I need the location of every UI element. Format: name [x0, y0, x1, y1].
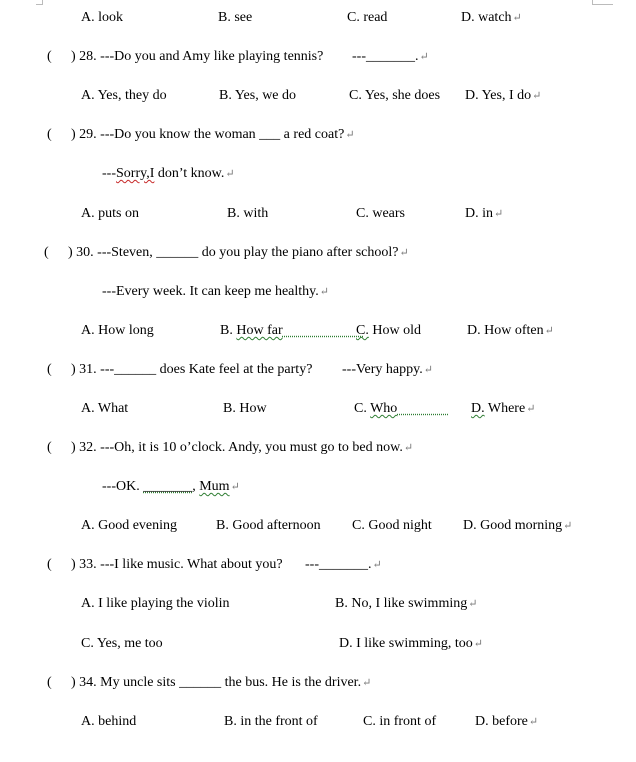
- paragraph-mark-icon: ↵: [563, 520, 573, 532]
- paragraph-mark-icon: ↵: [362, 677, 372, 689]
- q33-option-d: D. I like swimming, too↵: [339, 636, 483, 651]
- q29-stem: ) 29. ---Do you know the woman ___ a red coat?↵: [71, 127, 355, 142]
- paragraph-mark-icon: ↵: [419, 51, 429, 63]
- q29-option-c: C. wears: [356, 206, 405, 221]
- paragraph-mark-icon: ↵: [532, 90, 542, 102]
- q29-answer-paren: (: [47, 127, 52, 142]
- paragraph-mark-icon: ↵: [473, 638, 483, 650]
- q31-option-d: D. Where↵: [471, 401, 536, 416]
- paragraph-mark-icon: ↵: [494, 208, 504, 220]
- paragraph-mark-icon: ↵: [403, 442, 414, 454]
- page-corner-mark-right: [592, 0, 613, 5]
- paragraph-mark-icon: ↵: [528, 716, 539, 728]
- q31-reply: ---Very happy.↵: [342, 362, 433, 377]
- q33-answer-paren: (: [47, 557, 52, 572]
- q30-option-a: A. How long: [81, 323, 154, 338]
- q32-reply: ---OK. _______, Mum↵: [102, 479, 240, 494]
- q34-option-b: B. in the front of: [224, 714, 318, 729]
- paragraph-mark-icon: ↵: [319, 286, 329, 298]
- q34-option-d: D. before↵: [475, 714, 539, 729]
- q33-reply: ---_______.↵: [305, 557, 382, 572]
- q30-option-b: B. How far: [220, 323, 283, 338]
- paragraph-mark-icon: ↵: [230, 481, 240, 493]
- q34-answer-paren: (: [47, 675, 52, 690]
- paragraph-mark-icon: ↵: [544, 325, 554, 337]
- q31-option-a: A. What: [81, 401, 129, 416]
- paragraph-mark-icon: ↵: [372, 559, 382, 571]
- q31-option-c: C. Who: [354, 401, 398, 416]
- q29-option-b: B. with: [227, 206, 269, 221]
- q31-answer-paren: (: [47, 362, 52, 377]
- q30-option-d: D. How often↵: [467, 323, 554, 338]
- page-corner-mark-left: [36, 0, 43, 5]
- q33-stem: ) 33. ---I like music. What about you?: [71, 557, 283, 572]
- paragraph-mark-icon: ↵: [345, 129, 355, 141]
- q32-option-c: C. Good night: [352, 518, 432, 533]
- paragraph-mark-icon: ↵: [526, 403, 536, 415]
- q28-stem: ) 28. ---Do you and Amy like playing tennis?: [71, 49, 324, 64]
- q32-answer-paren: (: [47, 440, 52, 455]
- q32-option-d: D. Good morning↵: [463, 518, 573, 533]
- q27-option-b: B. see: [218, 10, 253, 25]
- q34-stem: ) 34. My uncle sits ______ the bus. He is the driver.↵: [71, 675, 372, 690]
- q33-option-b: B. No, I like swimming↵: [335, 596, 478, 611]
- q31-stem: ) 31. ---______ does Kate feel at the party?: [71, 362, 313, 377]
- q28-option-d: D. Yes, I do↵: [465, 88, 542, 103]
- paragraph-mark-icon: ↵: [468, 598, 478, 610]
- paragraph-mark-icon: ↵: [423, 364, 433, 376]
- q33-option-c: C. Yes, me too: [81, 636, 163, 651]
- q34-option-a: A. behind: [81, 714, 137, 729]
- q32-option-a: A. Good evening: [81, 518, 178, 533]
- q28-answer-paren: (: [47, 49, 52, 64]
- q28-option-c: C. Yes, she does: [349, 88, 441, 103]
- q27-option-a: A. look: [81, 10, 123, 25]
- q29-reply: ---Sorry,I don’t know.↵: [102, 166, 235, 181]
- paragraph-mark-icon: ↵: [225, 168, 235, 180]
- q29-option-a: A. puts on: [81, 206, 139, 221]
- q27-option-c: C. read: [347, 10, 388, 25]
- paragraph-mark-icon: ↵: [512, 12, 522, 24]
- q33-option-a: A. I like playing the violin: [81, 596, 230, 611]
- q31-option-b: B. How: [223, 401, 267, 416]
- q30-reply: ---Every week. It can keep me healthy.↵: [102, 284, 329, 299]
- q30-answer-paren: (: [44, 245, 49, 260]
- q28-option-b: B. Yes, we do: [219, 88, 297, 103]
- q27-option-d: D. watch↵: [461, 10, 522, 25]
- q28-reply: ---_______.↵: [352, 49, 429, 64]
- q32-stem: ) 32. ---Oh, it is 10 o’clock. Andy, you must go to bed now.↵: [71, 440, 414, 455]
- q34-option-c: C. in front of: [363, 714, 437, 729]
- paragraph-mark-icon: ↵: [399, 247, 409, 259]
- q30-stem: ) 30. ---Steven, ______ do you play the piano after school?↵: [68, 245, 409, 260]
- q29-option-d: D. in↵: [465, 206, 504, 221]
- q30-option-c: C. How old: [356, 323, 421, 338]
- q28-option-a: A. Yes, they do: [81, 88, 167, 103]
- q32-option-b: B. Good afternoon: [216, 518, 321, 533]
